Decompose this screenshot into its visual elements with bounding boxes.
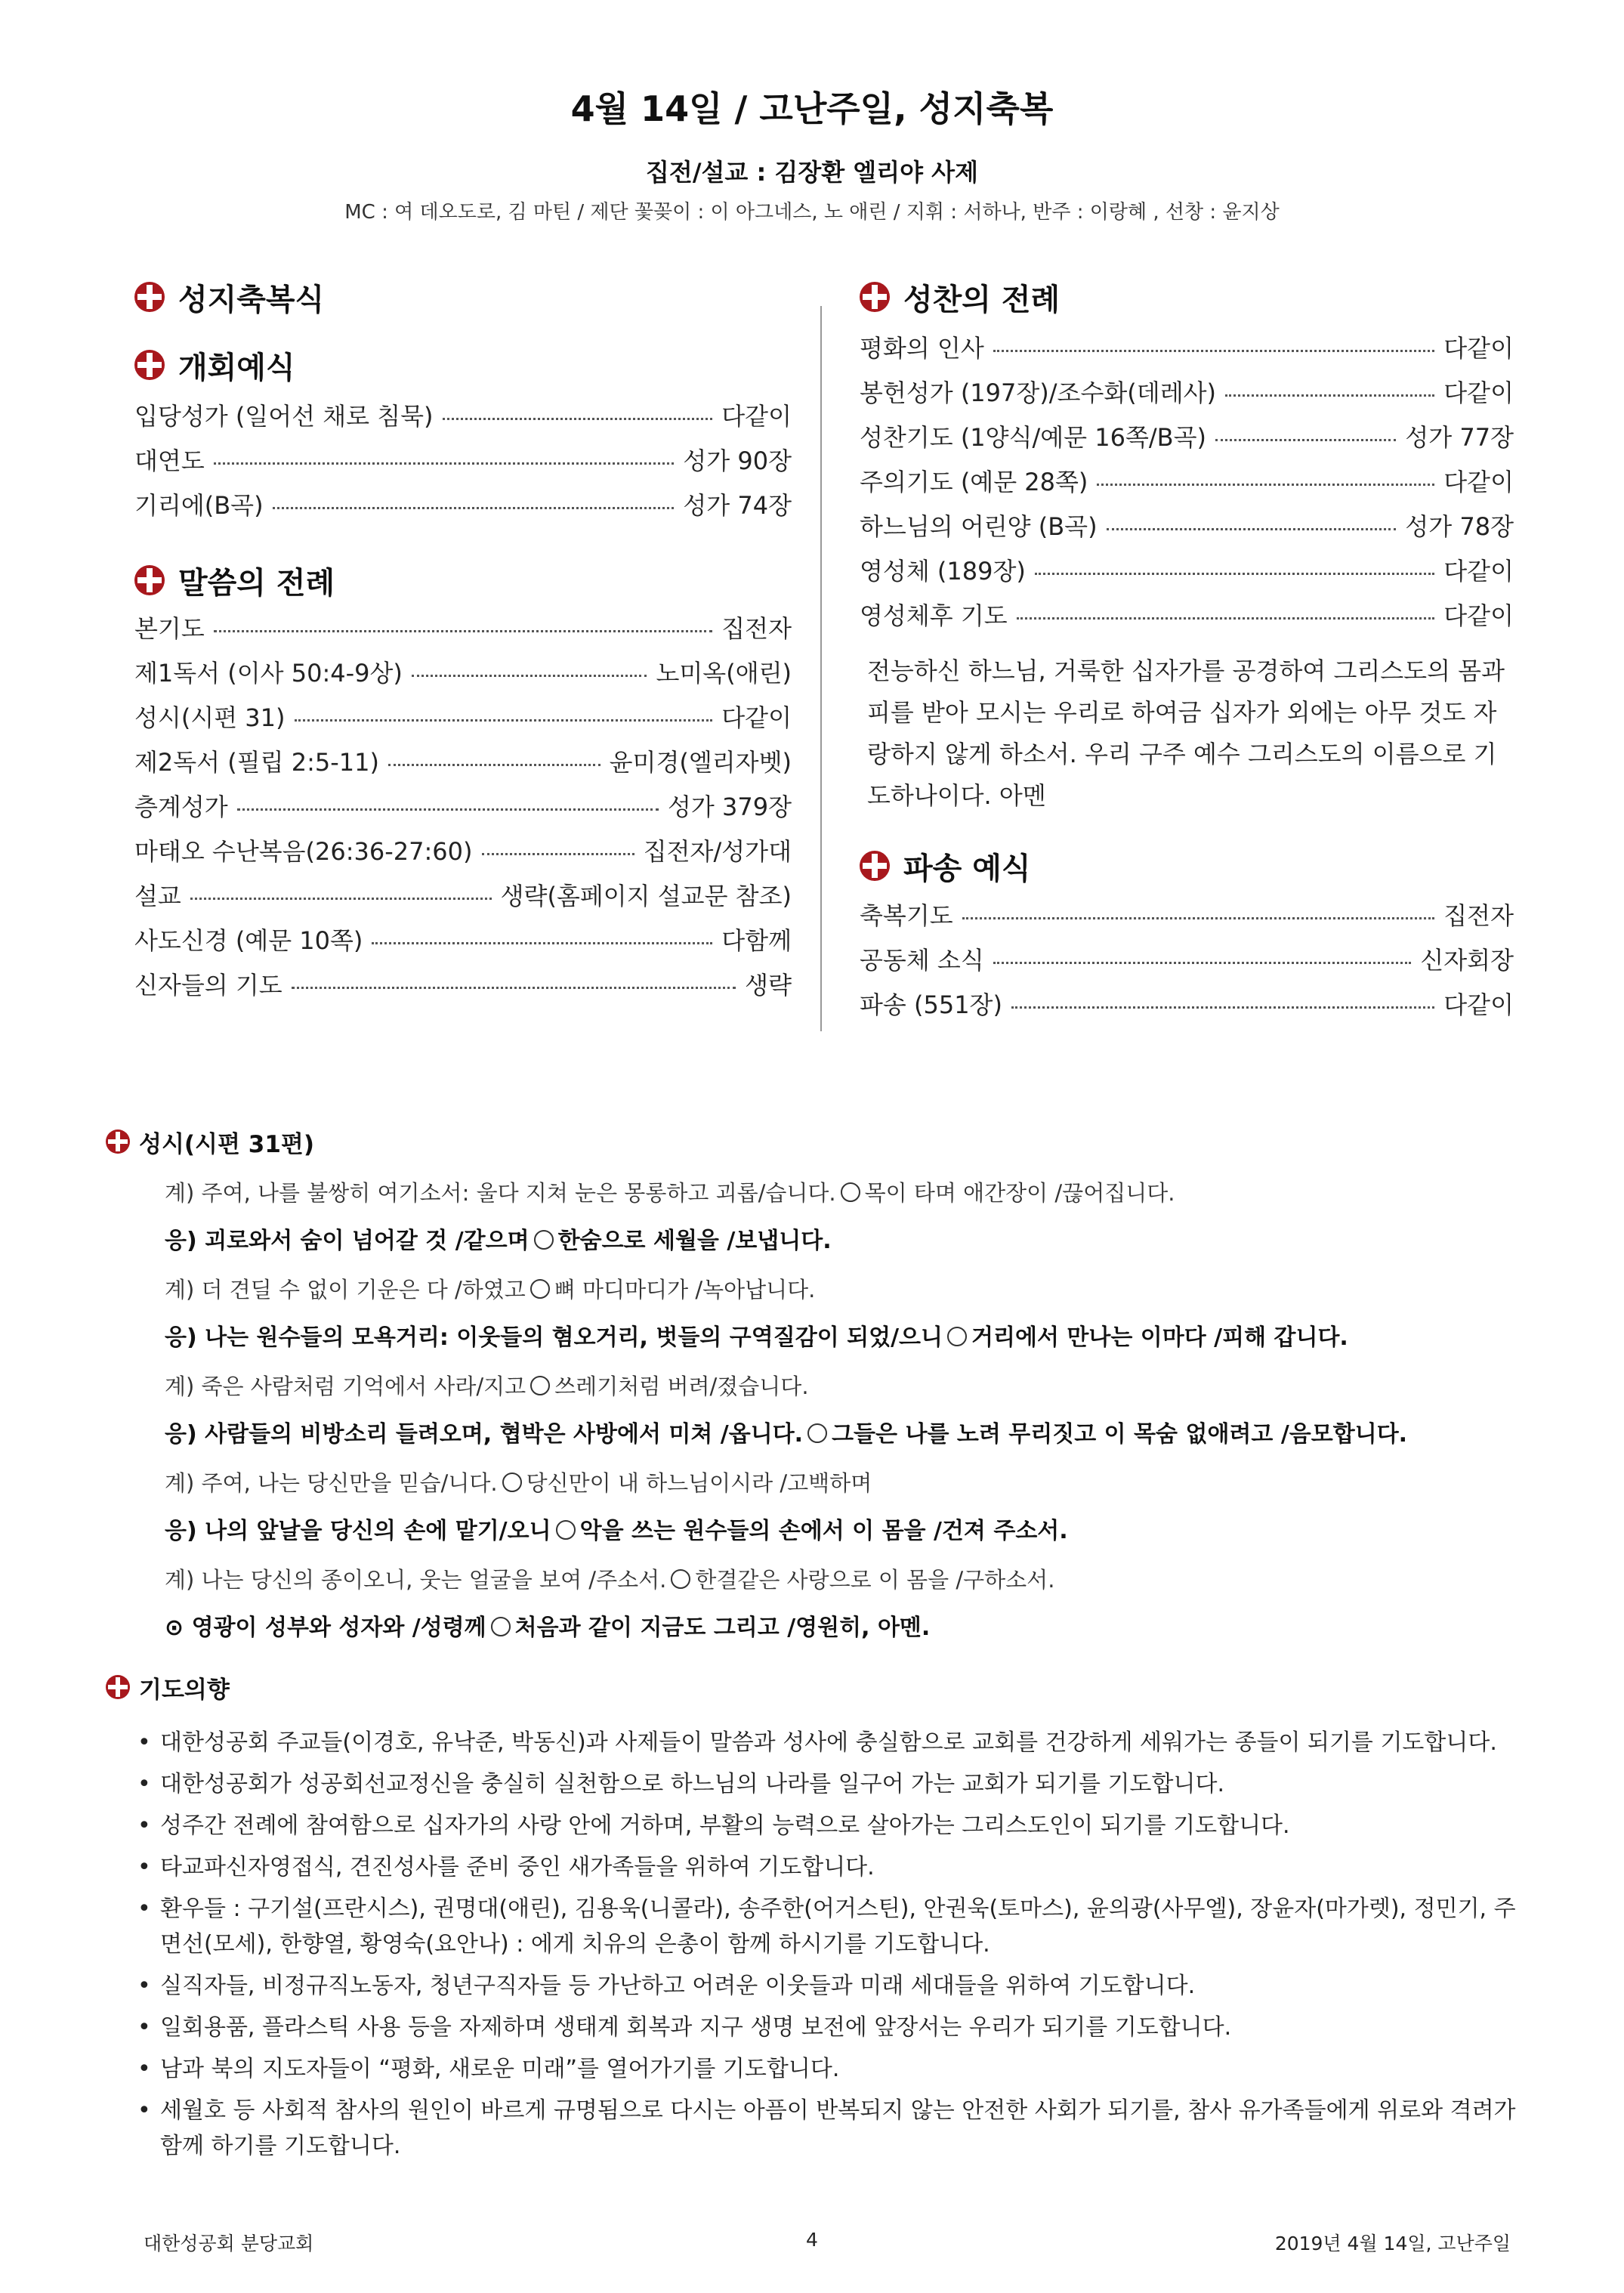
gloria-line [165, 1604, 1518, 1652]
item-name: 평화의 인사 [860, 334, 984, 363]
cross-icon [860, 851, 890, 881]
order-item [134, 487, 792, 531]
cross-icon [106, 1675, 130, 1699]
column-divider [820, 306, 822, 1031]
intercession-item: • 일회용품, 플라스틱 사용 등을 자제하며 생태계 회복과 지구 생명 보전에 앞장서는 우리가 되기를 기도합니다. [136, 2010, 1522, 2045]
dot-leader [1017, 617, 1435, 620]
psalm-heading: 성시(시편 31편) [106, 1120, 1518, 1163]
item-value: 성가 379장 [668, 793, 792, 821]
item-name: 하느님의 어린양 (B곡) [860, 512, 1098, 541]
cross-icon [134, 282, 165, 312]
item-name: 신자들의 기도 [134, 971, 283, 1000]
psalm-line-response [165, 1507, 1518, 1556]
psalm-line-part-b: 한숨으로 세월을 /보냅니다. [557, 1228, 832, 1254]
psalm-line-response [165, 1217, 1518, 1265]
dot-leader [993, 350, 1435, 352]
left-column [134, 270, 792, 1011]
item-name: 본기도 [134, 614, 205, 643]
item-name: 설교 [134, 882, 181, 910]
psalm-line-part-b: 악을 쓰는 원수들의 손에서 이 몸을 /건져 주소서. [579, 1518, 1068, 1544]
item-value: 다같이 [1443, 601, 1514, 630]
psalm-line-leader [165, 1556, 1518, 1604]
page-number: 4 [806, 2229, 818, 2251]
dot-leader [482, 853, 634, 855]
item-value: 생략 [745, 971, 792, 1000]
psalm-line-part-a: 응) 나는 원수들의 모욕거리: 이웃들의 혐오거리, 벗들의 구역질감이 되었/으니 [165, 1324, 943, 1351]
item-value: 성가 74장 [683, 491, 792, 520]
psalm-line-part-a: 응) 사람들의 비방소리 들려오며, 협박은 사방에서 미쳐 /옵니다. [165, 1421, 804, 1448]
psalm-line-part-b: 목이 타며 애간장이 /끊어집니다. [864, 1180, 1175, 1206]
gloria-part-b: 처음과 같이 지금도 그리고 /영원히, 아멘. [514, 1615, 931, 1641]
item-value: 다같이 [1443, 468, 1514, 496]
psalm-line-leader [165, 1265, 1518, 1314]
psalm-line-part-b: 한결같은 사랑으로 이 몸을 /구하소서. [695, 1567, 1055, 1593]
footer-date: 2019년 4월 14일, 고난주일 [1274, 2233, 1511, 2254]
intercession-item: • 성주간 전례에 참여함으로 십자가의 사랑 안에 거하며, 부활의 능력으로 살아가는 그리스도인이 되기를 기도합니다. [136, 1808, 1522, 1843]
circle-icon [534, 1230, 554, 1250]
item-value: 집전자 [1443, 901, 1514, 930]
item-value: 성가 90장 [683, 447, 792, 475]
item-name: 제2독서 (필립 2:5-11) [134, 748, 379, 777]
dot-leader [1215, 439, 1396, 441]
order-item [134, 833, 792, 877]
section-heading-dismissal: 파송 예식 [860, 839, 1514, 892]
item-name: 축복기도 [860, 901, 953, 930]
circle-icon [671, 1569, 690, 1589]
section-heading-word: 말씀의 전례 [134, 554, 792, 607]
dot-leader [1035, 573, 1434, 575]
psalm-line-response [165, 1314, 1518, 1362]
item-value: 다함께 [721, 926, 792, 955]
item-value: 다같이 [721, 703, 792, 732]
psalm-line-leader [165, 1459, 1518, 1507]
item-name: 층계성가 [134, 793, 228, 821]
psalm-line-part-a: 계) 주여, 나는 당신만을 믿습/니다. [165, 1470, 498, 1496]
intercession-item: • 대한성공회 주교들(이경호, 유낙준, 박동신)과 사제들이 말씀과 성사에 충실함으로 교회를 건강하게 세워가는 종들이 되기를 기도합니다. [136, 1725, 1522, 1760]
psalm-line-part-a: 계) 죽은 사람처럼 기억에서 사라/지고 [165, 1374, 526, 1399]
order-item [134, 654, 792, 699]
item-name: 입당성가 (일어선 채로 침묵) [134, 402, 434, 431]
intercessions-heading: 기도의향 [106, 1666, 1518, 1708]
item-value: 노미옥(애린) [656, 659, 792, 688]
word-list [134, 610, 792, 1011]
order-item [860, 552, 1514, 597]
intercession-item: • 환우들 : 구기설(프란시스), 권명대(애린), 김용욱(니콜라), 송주한(어거스틴), 안권욱(토마스), 윤의광(사무엘), 장윤자(마가렛), 정민기, 주면선(모세), 한향열, 황영숙(요안나) : 에게 치유의 은총이 함께 하시기를 기도합니다. [136, 1891, 1522, 1962]
order-item [134, 442, 792, 487]
intercession-item: • 실직자들, 비정규직노동자, 청년구직자들 등 가난하고 어려운 이웃들과 미래 세대들을 위하여 기도합니다. [136, 1968, 1522, 2004]
item-value: 다같이 [1443, 379, 1514, 407]
psalm-line-part-a: 계) 나는 당신의 종이오니, 웃는 얼굴을 보여 /주소서. [165, 1567, 667, 1593]
item-name: 주의기도 (예문 28쪽) [860, 468, 1088, 496]
item-value: 성가 78장 [1405, 512, 1514, 541]
order-item [860, 986, 1514, 1031]
intercession-list [136, 1725, 1522, 2164]
dot-leader [372, 942, 712, 944]
item-name: 사도신경 (예문 10쪽) [134, 926, 363, 955]
gloria-part-a: 영광이 성부와 성자와 /성령께 [191, 1615, 486, 1641]
dot-leader [993, 962, 1412, 964]
order-item [134, 743, 792, 788]
item-value: 다같이 [1443, 334, 1514, 363]
cross-icon [860, 282, 890, 312]
item-name: 성시(시편 31) [134, 703, 286, 732]
order-item [860, 463, 1514, 508]
right-column [860, 270, 1514, 1031]
item-value: 다같이 [721, 402, 792, 431]
dot-leader [214, 462, 675, 465]
psalm-line-part-b: 뼈 마디마디가 /녹아납니다. [554, 1277, 816, 1303]
section-heading-eucharist: 성찬의 전례 [860, 270, 1514, 323]
psalm-line-part-a: 응) 괴로와서 숨이 넘어갈 것 /같으며 [165, 1228, 529, 1254]
item-value: 성가 77장 [1405, 423, 1514, 452]
circle-icon [502, 1473, 522, 1492]
intercession-item: • 남과 북의 지도자들이 “평화, 새로운 미래”를 열어가기를 기도합니다. [136, 2051, 1522, 2087]
dot-leader [388, 764, 601, 766]
item-name: 마태오 수난복음(26:36-27:60) [134, 837, 473, 866]
item-value: 집전자/성가대 [643, 837, 792, 866]
psalm-line-part-b: 당신만이 내 하느님이시라 /고백하며 [526, 1470, 872, 1496]
cross-icon [106, 1130, 130, 1154]
order-item [860, 508, 1514, 552]
order-item [134, 966, 792, 1011]
order-item [134, 397, 792, 442]
page-title: 4월 14일 / 고난주일, 성지축복 [570, 88, 1054, 129]
dot-leader [1097, 484, 1434, 486]
intercession-item: • 대한성공회가 성공회선교정신을 충실히 실천함으로 하느님의 나라를 일구어 가는 교회가 되기를 기도합니다. [136, 1766, 1522, 1802]
order-item [134, 877, 792, 922]
item-value: 생략(홈페이지 설교문 참조) [500, 882, 792, 910]
item-name: 기리에(B곡) [134, 491, 264, 520]
item-name: 제1독서 (이사 50:4-9상) [134, 659, 403, 688]
dot-leader [273, 507, 675, 509]
item-value: 다같이 [1443, 557, 1514, 586]
cross-icon [134, 350, 165, 380]
order-item [860, 941, 1514, 986]
psalm-line-leader [165, 1169, 1518, 1217]
order-item [134, 610, 792, 654]
psalm-line-response [165, 1411, 1518, 1459]
circle-icon [807, 1423, 827, 1443]
item-name: 영성체 (189장) [860, 557, 1026, 586]
psalm-line-leader [165, 1362, 1518, 1411]
item-value: 집전자 [721, 614, 792, 643]
circle-icon [530, 1376, 550, 1395]
dot-leader [1011, 1006, 1434, 1009]
dot-leader [412, 675, 647, 677]
dot-leader [443, 418, 713, 420]
order-item [860, 374, 1514, 419]
psalm-line-part-a: 응) 나의 앞날을 당신의 손에 맡기/오니 [165, 1518, 551, 1544]
item-name: 봉헌성가 (197장)/조수화(데레사) [860, 379, 1217, 407]
circle-icon [491, 1617, 511, 1636]
intercession-item: • 타교파신자영접식, 견진성사를 준비 중인 새가족들을 위하여 기도합니다. [136, 1850, 1522, 1885]
dot-leader [295, 719, 713, 722]
item-name: 대연도 [134, 447, 205, 475]
order-item [134, 922, 792, 966]
order-item [134, 788, 792, 833]
item-value: 다같이 [1443, 990, 1514, 1019]
cross-icon [134, 565, 165, 595]
mc-line: MC : 여 데오도로, 김 마틴 / 제단 꽃꽂이 : 이 아그네스, 노 애린 / 지휘 : 서하나, 반주 : 이랑혜 , 선창 : 윤지상 [344, 201, 1280, 224]
psalm-line-part-a: 계) 주여, 나를 불쌍히 여기소서: 울다 지쳐 눈은 몽롱하고 괴롭/습니다. [165, 1180, 836, 1206]
item-value: 윤미경(엘리자벳) [609, 748, 792, 777]
dot-leader [1107, 528, 1397, 530]
circle-icon [841, 1182, 860, 1202]
item-name: 영성체후 기도 [860, 601, 1008, 630]
order-item [860, 597, 1514, 641]
order-item [860, 329, 1514, 374]
psalm-text [165, 1169, 1518, 1652]
circle-icon [530, 1279, 550, 1299]
order-item [134, 699, 792, 743]
psalm-line-part-b: 거리에서 만나는 이마다 /피해 갑니다. [971, 1324, 1348, 1351]
order-item [860, 419, 1514, 463]
dot-leader [962, 917, 1435, 919]
circle-icon [556, 1520, 576, 1540]
psalm-line-part-b: 그들은 나를 노려 무리짓고 이 목숨 없애려고 /음모합니다. [832, 1421, 1408, 1448]
circle-icon [947, 1327, 967, 1346]
item-name: 공동체 소식 [860, 946, 984, 975]
item-name: 파송 (551장) [860, 990, 1002, 1019]
item-value: 신자회장 [1420, 946, 1514, 975]
section-heading-palm-blessing: 성지축복식 [134, 270, 792, 323]
dot-leader [292, 987, 736, 989]
dot-leader [1225, 394, 1434, 397]
dot-leader [214, 630, 713, 632]
officiant-line: 집전/설교 : 김장환 엘리야 사제 [646, 158, 978, 187]
item-name: 성찬기도 (1양식/예문 16쪽/B곡) [860, 423, 1207, 452]
order-item [860, 897, 1514, 941]
dismissal-list [860, 897, 1514, 1031]
eucharist-list [860, 329, 1514, 641]
section-heading-opening: 개회예식 [134, 338, 792, 391]
footer-church: 대한성공회 분당교회 [144, 2233, 314, 2254]
dot-leader [190, 898, 492, 900]
lower-section [106, 1120, 1518, 2170]
gloria-mark: ⊙ [165, 1615, 184, 1641]
psalm-line-part-a: 계) 더 견딜 수 없이 기운은 다 /하였고 [165, 1277, 526, 1303]
opening-list [134, 397, 792, 531]
dot-leader [237, 808, 659, 811]
intercession-item: • 세월호 등 사회적 참사의 원인이 바르게 규명됨으로 다시는 아픔이 반복되지 않는 안전한 사회가 되기를, 참사 유가족들에게 위로와 격려가 함께 하기를 기도합니다. [136, 2093, 1522, 2164]
psalm-line-part-b: 쓰레기처럼 버려/졌습니다. [554, 1374, 809, 1399]
post-communion-prayer: 전능하신 하느님, 거룩한 십자가를 공경하여 그리스도의 몸과 피를 받아 모시는 우리로 하여금 십자가 외에는 아무 것도 자랑하지 않게 하소서. 우리 구주 예수 그리스도의 이름으로 기도하나이다. 아멘 [867, 657, 1505, 810]
